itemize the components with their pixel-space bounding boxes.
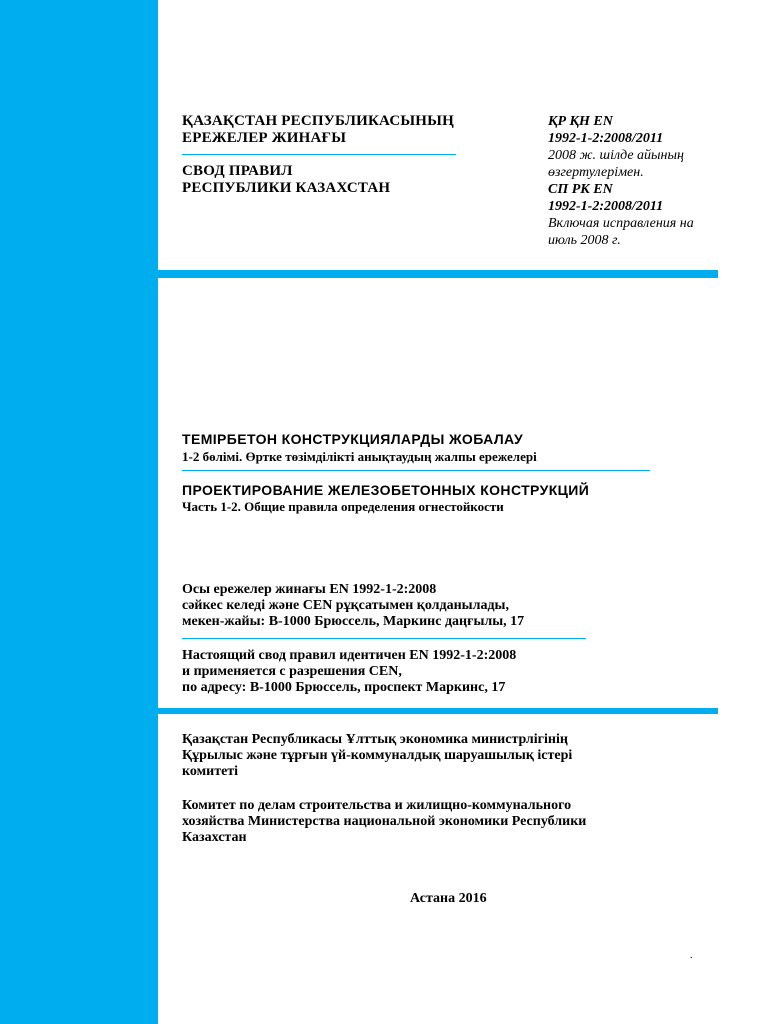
committee-ru-line1: Комитет по делам строительства и жилищно-коммунального [182, 798, 572, 813]
title-ru: ПРОЕКТИРОВАНИЕ ЖЕЛЕЗОБЕТОННЫХ КОНСТРУКЦИЙ [182, 482, 590, 498]
committee-ru [182, 798, 652, 846]
top-accent-rule [158, 270, 718, 278]
committee-kz [182, 732, 652, 780]
footer-mark: . [690, 950, 693, 961]
identity-kz [182, 582, 524, 630]
org-kz-line1: ҚАЗАҚСТАН РЕСПУБЛИКАСЫНЫҢ [182, 113, 454, 129]
committee-ru-line2: хозяйства Министерства национальной экономики Республики [182, 814, 587, 829]
org-ru [182, 163, 390, 197]
identity-kz-line3: мекен-жайы: B-1000 Брюссель, Маркинс даңғылы, 17 [182, 614, 525, 629]
org-kz [182, 113, 454, 147]
identity-ru [182, 648, 516, 696]
ru-code-line2: 1992-1-2:2008/2011 [548, 199, 664, 214]
identity-ru-line3: по адресу: B-1000 Брюссель, проспект Маркинс, 17 [182, 680, 506, 695]
committee-kz-line2: Құрылыс және тұрғын үй-коммуналдық шаруашылық істері [182, 748, 573, 763]
header-divider [182, 154, 456, 155]
committee-kz-line1: Қазақстан Республикасы Ұлттық экономика министрлігінің [182, 732, 568, 747]
subtitle-kz: 1-2 бөлімі. Өртке төзімділікті анықтаудың жалпы ережелері [182, 449, 537, 464]
bottom-accent-rule [158, 708, 718, 714]
identity-ru-line2: и применяется с разрешения CEN, [182, 664, 402, 679]
ru-code-line1: СП РК EN [548, 182, 613, 197]
identity-kz-line1: Осы ережелер жинағы EN 1992-1-2:2008 [182, 582, 437, 597]
committee-ru-line3: Казахстан [182, 830, 247, 845]
ru-note-line1: Включая исправления на [548, 216, 694, 231]
org-kz-line2: ЕРЕЖЕЛЕР ЖИНАҒЫ [182, 130, 347, 146]
org-ru-line1: СВОД ПРАВИЛ [182, 163, 293, 179]
org-ru-line2: РЕСПУБЛИКИ КАЗАХСТАН [182, 180, 391, 196]
document-code-block [548, 113, 718, 249]
ru-note-line2: июль 2008 г. [548, 233, 621, 248]
identity-kz-line2: сәйкес келеді және CEN рұқсатымен қолданылады, [182, 598, 509, 613]
identity-ru-line1: Настоящий свод правил идентичен EN 1992-1-2:2008 [182, 648, 517, 663]
title-kz: ТЕМІРБЕТОН КОНСТРУКЦИЯЛАРДЫ ЖОБАЛАУ [182, 431, 524, 447]
city-year: Астана 2016 [410, 891, 487, 906]
subtitle-ru: Часть 1-2. Общие правила определения огнестойкости [182, 499, 504, 514]
kz-code-line1: ҚР ҚН EN [548, 114, 613, 129]
side-accent-bar [0, 0, 158, 1024]
kz-note-line2: өзгертулерімен. [548, 165, 644, 180]
title-divider [182, 470, 650, 471]
kz-note-line1: 2008 ж. шілде айының [548, 148, 684, 163]
committee-kz-line3: комитеті [182, 764, 239, 779]
kz-code-line2: 1992-1-2:2008/2011 [548, 131, 664, 146]
identity-divider [182, 638, 586, 639]
